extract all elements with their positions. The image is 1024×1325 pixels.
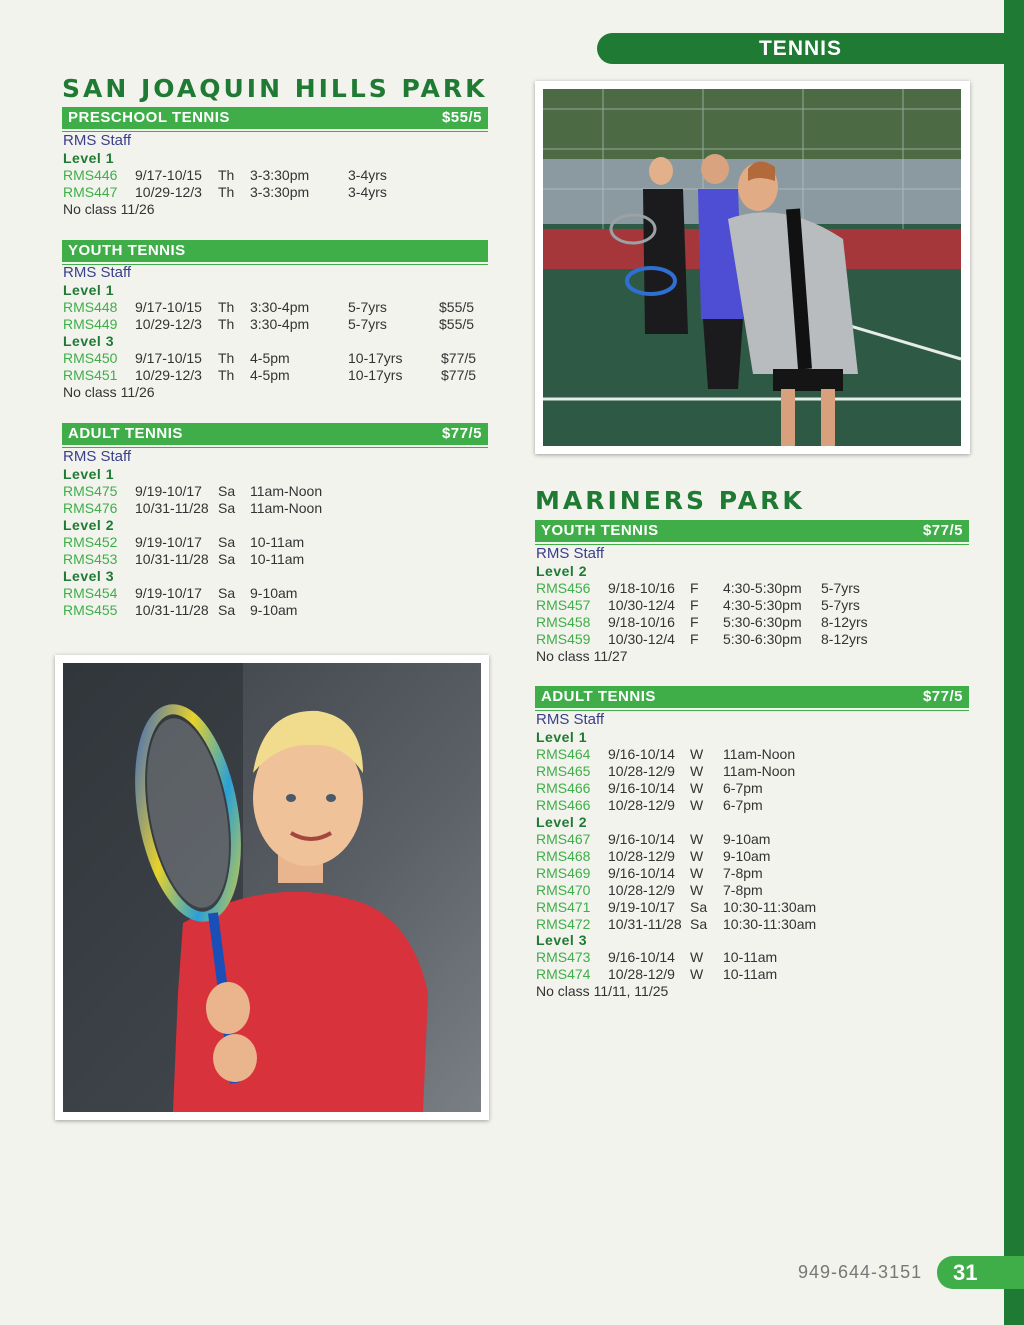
class-dates: 9/17-10/15 [135,299,202,315]
class-time: 4:30-5:30pm [723,580,802,596]
class-time: 10:30-11:30am [723,899,817,915]
level-label: Level 1 [63,466,114,482]
staff-label: RMS Staff [63,132,132,149]
class-dates: 10/31-11/28 [135,500,209,516]
level-label: Level 3 [63,568,114,584]
class-code: RMS467 [536,831,591,847]
class-dates: 9/17-10/15 [135,167,202,183]
preschool-tennis-bar [62,107,488,129]
class-age: 5-7yrs [821,580,860,596]
class-price: $77/5 [441,425,482,442]
class-day: Th [218,316,235,332]
class-fee: $55/5 [439,299,475,315]
level-label: Level 3 [536,932,587,948]
class-dates: 10/30-12/4 [608,631,675,647]
class-day: W [690,865,704,881]
staff-label: RMS Staff [63,264,132,281]
class-time: 4-5pm [250,350,290,366]
class-day: Sa [218,500,236,516]
class-dates: 10/29-12/3 [135,316,202,332]
class-day: Th [218,367,235,383]
class-time: 4:30-5:30pm [723,597,802,613]
class-dates: 10/29-12/3 [135,184,202,200]
class-time: 5:30-6:30pm [723,614,802,630]
youth-tennis-bar [535,520,969,542]
class-age: 10-17yrs [348,367,403,383]
class-age: 5-7yrs [348,299,387,315]
class-day: W [690,746,704,762]
class-code: RMS459 [536,631,591,647]
class-day: W [690,763,704,779]
class-time: 7-8pm [723,865,763,881]
class-dates: 9/19-10/17 [135,534,202,550]
class-code: RMS472 [536,916,591,932]
youth-tennis-bar [62,240,488,262]
class-age: 3-4yrs [348,167,387,183]
class-dates: 10/31-11/28 [135,551,209,567]
class-day: Sa [218,585,236,601]
class-dates: 10/28-12/9 [608,848,675,864]
class-title: YOUTH TENNIS [68,242,186,259]
class-fee: $77/5 [441,350,477,366]
class-code: RMS475 [63,483,118,499]
right-edge-rail [1004,0,1024,1325]
class-age: 8-12yrs [821,631,868,647]
class-day: W [690,780,704,796]
staff-label: RMS Staff [63,448,132,465]
class-dates: 9/16-10/14 [608,780,675,796]
class-code: RMS476 [63,500,118,516]
class-dates: 10/30-12/4 [608,597,675,613]
class-dates: 10/29-12/3 [135,367,202,383]
class-day: Sa [690,899,708,915]
class-code: RMS455 [63,602,118,618]
class-code: RMS447 [63,184,118,200]
class-fee: $55/5 [439,316,475,332]
class-price: $77/5 [922,688,963,705]
class-day: W [690,797,704,813]
class-dates: 9/16-10/14 [608,949,675,965]
class-age: 5-7yrs [821,597,860,613]
level-label: Level 2 [63,517,114,533]
class-time: 10-11am [723,966,778,982]
level-label: Level 1 [536,729,587,745]
class-price: $55/5 [441,109,482,126]
level-label: Level 2 [536,563,587,579]
class-day: Sa [218,551,236,567]
adult-tennis-bar [62,423,488,445]
class-age: 10-17yrs [348,350,403,366]
class-time: 11am-Noon [723,763,796,779]
class-day: Sa [218,483,236,499]
class-time: 3-3:30pm [250,167,310,183]
class-time: 9-10am [723,831,771,847]
class-day: W [690,882,704,898]
level-label: Level 1 [63,150,114,166]
class-day: Th [218,167,235,183]
class-time: 10:30-11:30am [723,916,817,932]
class-code: RMS446 [63,167,118,183]
class-code: RMS454 [63,585,118,601]
class-code: RMS448 [63,299,118,315]
class-time: 9-10am [250,585,298,601]
class-fee: $77/5 [441,367,477,383]
class-age: 5-7yrs [348,316,387,332]
class-code: RMS469 [536,865,591,881]
class-day: Sa [218,602,236,618]
no-class-note: No class 11/27 [536,648,628,664]
class-code: RMS456 [536,580,591,596]
class-time: 11am-Noon [250,500,323,516]
boy-photo-illustration [63,663,481,1112]
class-time: 11am-Noon [723,746,796,762]
level-label: Level 3 [63,333,114,349]
park-title-mariners: MARINERS PARK [535,486,805,515]
class-day: W [690,831,704,847]
class-dates: 9/17-10/15 [135,350,202,366]
class-day: F [690,614,699,630]
class-day: Sa [690,916,708,932]
class-code: RMS457 [536,597,591,613]
class-time: 5:30-6:30pm [723,631,802,647]
class-dates: 9/18-10/16 [608,614,675,630]
no-class-note: No class 11/11, 11/25 [536,983,669,999]
no-class-note: No class 11/26 [63,384,155,400]
class-title: ADULT TENNIS [541,688,656,705]
class-code: RMS466 [536,797,591,813]
class-day: F [690,597,699,613]
class-code: RMS452 [63,534,118,550]
photo-boy-with-racket [55,655,489,1120]
class-day: W [690,848,704,864]
class-code: RMS451 [63,367,118,383]
class-dates: 10/28-12/9 [608,797,675,813]
class-age: 8-12yrs [821,614,868,630]
class-age: 3-4yrs [348,184,387,200]
class-day: Th [218,350,235,366]
class-time: 4-5pm [250,367,290,383]
class-price: $77/5 [922,522,963,539]
class-time: 9-10am [250,602,298,618]
class-time: 10-11am [723,949,778,965]
class-time: 3-3:30pm [250,184,310,200]
class-dates: 9/16-10/14 [608,831,675,847]
class-dates: 9/16-10/14 [608,865,675,881]
class-code: RMS474 [536,966,591,982]
photo-adult-players [535,81,970,454]
class-time: 10-11am [250,534,305,550]
class-code: RMS465 [536,763,591,779]
class-code: RMS468 [536,848,591,864]
class-day: Sa [218,534,236,550]
class-dates: 9/19-10/17 [135,483,202,499]
park-title-san-joaquin: SAN JOAQUIN HILLS PARK [62,74,488,103]
class-day: W [690,966,704,982]
class-code: RMS470 [536,882,591,898]
class-time: 10-11am [250,551,305,567]
class-code: RMS471 [536,899,591,915]
class-dates: 10/31-11/28 [608,916,682,932]
class-time: 6-7pm [723,797,763,813]
page-number: 31 [937,1256,1024,1289]
class-day: W [690,949,704,965]
class-dates: 9/19-10/17 [135,585,202,601]
class-day: Th [218,299,235,315]
class-code: RMS453 [63,551,118,567]
class-dates: 10/28-12/9 [608,763,675,779]
class-code: RMS449 [63,316,118,332]
class-dates: 10/31-11/28 [135,602,209,618]
class-day: F [690,631,699,647]
class-day: Th [218,184,235,200]
class-code: RMS466 [536,780,591,796]
no-class-note: No class 11/26 [63,201,155,217]
class-title: PRESCHOOL TENNIS [68,109,230,126]
class-dates: 9/19-10/17 [608,899,675,915]
class-code: RMS450 [63,350,118,366]
class-time: 3:30-4pm [250,316,310,332]
staff-label: RMS Staff [536,545,605,562]
class-code: RMS473 [536,949,591,965]
section-tab: TENNIS [597,33,1004,64]
class-title: YOUTH TENNIS [541,522,659,539]
court-photo-illustration [543,89,961,446]
class-title: ADULT TENNIS [68,425,183,442]
staff-label: RMS Staff [536,711,605,728]
class-dates: 10/28-12/9 [608,966,675,982]
phone-number: 949-644-3151 [798,1262,923,1282]
class-time: 11am-Noon [250,483,323,499]
class-code: RMS458 [536,614,591,630]
class-day: F [690,580,699,596]
level-label: Level 2 [536,814,587,830]
class-time: 6-7pm [723,780,763,796]
class-dates: 9/18-10/16 [608,580,675,596]
class-time: 3:30-4pm [250,299,310,315]
adult-tennis-bar [535,686,969,708]
class-code: RMS464 [536,746,591,762]
class-time: 7-8pm [723,882,763,898]
class-dates: 10/28-12/9 [608,882,675,898]
class-dates: 9/16-10/14 [608,746,675,762]
level-label: Level 1 [63,282,114,298]
class-time: 9-10am [723,848,771,864]
